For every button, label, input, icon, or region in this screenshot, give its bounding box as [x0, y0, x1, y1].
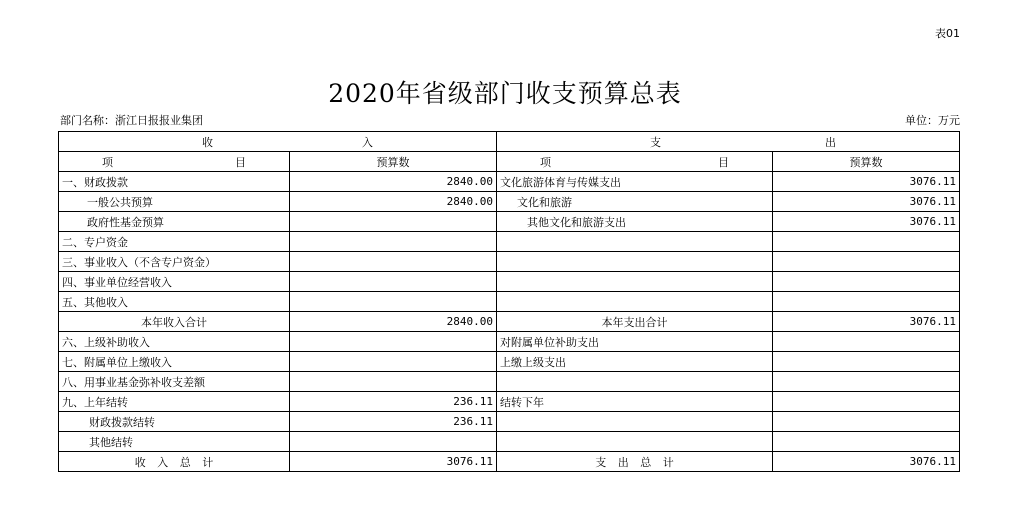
budget-table [58, 131, 960, 472]
expense-item: 支 出 总 计 [497, 452, 773, 472]
income-value: 3076.11 [290, 452, 497, 472]
expense-value [773, 252, 960, 272]
income-item: 八、用事业基金弥补收支差额 [59, 372, 290, 392]
expense-value [773, 232, 960, 252]
expense-item: 其他文化和旅游支出 [497, 212, 773, 232]
form-number: 表01 [935, 27, 960, 40]
expense-value [773, 352, 960, 372]
page-title: 2020年省级部门收支预算总表 [328, 79, 682, 108]
item2-header-left: 项 [540, 155, 551, 169]
income-value: 2840.00 [290, 192, 497, 212]
table-row [59, 172, 960, 192]
income-item: 一、财政拨款 [59, 172, 290, 192]
expense-value [773, 412, 960, 432]
income-value: 2840.00 [290, 312, 497, 332]
expense-value: 3076.11 [773, 312, 960, 332]
table-row [59, 292, 960, 312]
table-row [59, 232, 960, 252]
income-item: 其他结转 [59, 432, 290, 452]
income-value [290, 352, 497, 372]
income-value [290, 332, 497, 352]
income-item-header [59, 152, 290, 172]
expense-header [497, 132, 960, 152]
expense-item: 文化和旅游 [497, 192, 773, 212]
expense-item [497, 232, 773, 252]
income-item: 三、事业收入（不含专户资金） [59, 252, 290, 272]
income-item: 九、上年结转 [59, 392, 290, 412]
income-item: 本年收入合计 [59, 312, 290, 332]
table-row [59, 432, 960, 452]
expense-value [773, 392, 960, 412]
income-value [290, 212, 497, 232]
expense-item: 上缴上级支出 [497, 352, 773, 372]
table-row [59, 272, 960, 292]
expense-value: 3076.11 [773, 172, 960, 192]
expense-value [773, 272, 960, 292]
expense-item: 对附属单位补助支出 [497, 332, 773, 352]
income-value [290, 372, 497, 392]
department-label: 部门名称：浙江日报报业集团 [60, 114, 203, 127]
table-row-total [59, 452, 960, 472]
income-item: 七、附属单位上缴收入 [59, 352, 290, 372]
expense-value [773, 292, 960, 312]
income-value: 236.11 [290, 412, 497, 432]
expense-value [773, 332, 960, 352]
income-value [290, 292, 497, 312]
expense-value [773, 432, 960, 452]
income-item: 五、其他收入 [59, 292, 290, 312]
expense-item [497, 272, 773, 292]
expense-value: 3076.11 [773, 452, 960, 472]
table-row [59, 372, 960, 392]
income-item: 收 入 总 计 [59, 452, 290, 472]
table-row [59, 352, 960, 372]
table-row [59, 412, 960, 432]
expense-item [497, 412, 773, 432]
expense-value: 3076.11 [773, 212, 960, 232]
table-row [59, 392, 960, 412]
income-value: 2840.00 [290, 172, 497, 192]
income-item: 二、专户资金 [59, 232, 290, 252]
income-header-right: 入 [362, 135, 373, 149]
expense-value: 3076.11 [773, 192, 960, 212]
table-header-row-2 [59, 152, 960, 172]
unit-label: 单位：万元 [905, 114, 960, 127]
expense-item: 结转下年 [497, 392, 773, 412]
expense-item-header [497, 152, 773, 172]
income-item: 财政拨款结转 [59, 412, 290, 432]
income-item: 四、事业单位经营收入 [59, 272, 290, 292]
expense-item: 文化旅游体育与传媒支出 [497, 172, 773, 192]
income-header-left: 收 [202, 135, 213, 149]
expense-header-left: 支 [650, 135, 661, 149]
expense-item [497, 372, 773, 392]
item2-header-right: 目 [718, 155, 729, 169]
income-header [59, 132, 497, 152]
expense-item [497, 252, 773, 272]
expense-item [497, 432, 773, 452]
table-row [59, 212, 960, 232]
expense-budget-header: 预算数 [773, 152, 960, 172]
income-value [290, 232, 497, 252]
expense-item: 本年支出合计 [497, 312, 773, 332]
table-header-row-1 [59, 132, 960, 152]
table-row [59, 332, 960, 352]
income-value [290, 272, 497, 292]
expense-value [773, 372, 960, 392]
income-item: 一般公共预算 [59, 192, 290, 212]
income-value [290, 432, 497, 452]
income-item: 六、上级补助收入 [59, 332, 290, 352]
expense-header-right: 出 [825, 135, 836, 149]
item-header-right: 目 [235, 155, 246, 169]
expense-item [497, 292, 773, 312]
item-header-left: 项 [102, 155, 113, 169]
income-value: 236.11 [290, 392, 497, 412]
table-row [59, 192, 960, 212]
income-budget-header: 预算数 [290, 152, 497, 172]
income-item: 政府性基金预算 [59, 212, 290, 232]
table-row [59, 252, 960, 272]
income-value [290, 252, 497, 272]
table-row-subtotal [59, 312, 960, 332]
